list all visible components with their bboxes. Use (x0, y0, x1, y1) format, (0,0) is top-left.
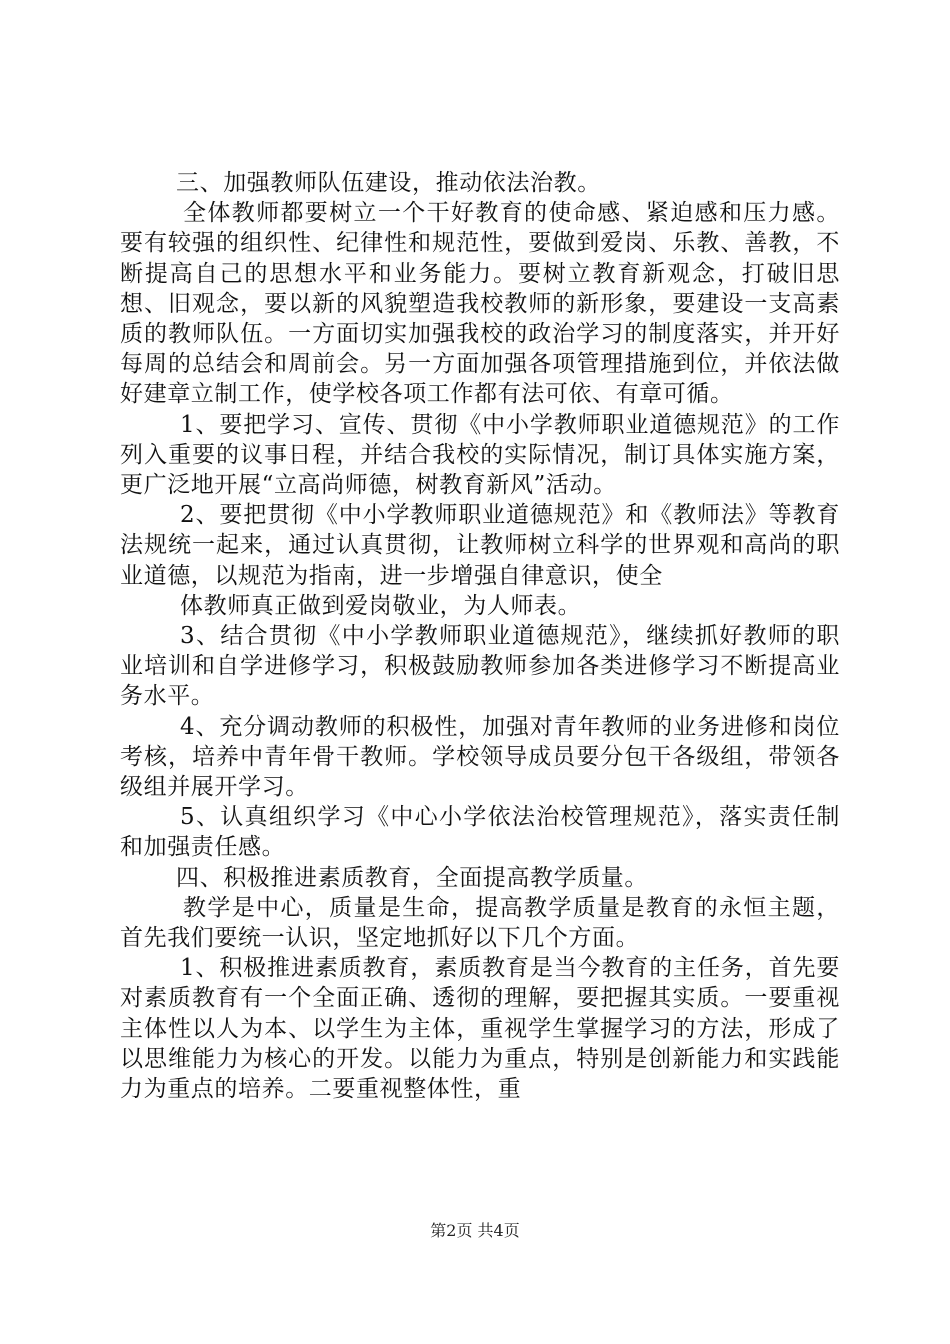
list-item: 1、要把学习、宣传、贯彻《中小学教师职业道德规范》的工作列入重要的议事日程，并结合我校的实际情况，制订具体实施方案，更广泛地开展“立高尚师德，树教育新风”活动。 (120, 411, 840, 499)
paragraph: 全体教师都要树立一个干好教育的使命感、紧迫感和压力感。要有较强的组织性、纪律性和规范性，要做到爱岗、乐教、善教，不断提高自己的思想水平和业务能力。要树立教育新观念，打破旧思想、旧观念，要以新的风貌塑造我校教师的新形象，要建设一支高素质的教师队伍。一方面切实加强我校的政治学习的制度落实，并开好每周的总结会和周前会。另一方面加强各项管理措施到位，并依法做好建章立制工作，使学校各项工作都有法可依、有章可循。 (120, 200, 840, 408)
list-item: 3、结合贯彻《中小学教师职业道德规范》，继续抓好教师的职业培训和自学进修学习，积极鼓励教师参加各类进修学习不断提高业务水平。 (120, 623, 840, 710)
list-item: 2、要把贯彻《中小学教师职业道德规范》和《教师法》等教育法规统一起来，通过认真贯彻，让教师树立科学的世界观和高尚的职业道德，以规范为指南，进一步增强自律意识，使全 (120, 502, 840, 589)
list-item: 4、充分调动教师的积极性，加强对青年教师的业务进修和岗位考核，培养中青年骨干教师。学校领导成员要分包干各级组，带领各级组并展开学习。 (120, 713, 840, 801)
paragraph-continuation: 体教师真正做到爱岗敬业，为人师表。 (180, 592, 582, 619)
list-item: 5、认真组织学习《中心小学依法治校管理规范》，落实责任制和加强责任感。 (120, 804, 840, 861)
list-item: 1、积极推进素质教育，素质教育是当今教育的主任务，首先要对素质教育有一个全面正确、透彻的理解，要把握其实质。一要重视主体性以人为本、以学生为主体，重视学生掌握学习的方法，形成了以思维能力为核心的开发。以能力为重点，特别是创新能力和实践能力为重点的培养。二要重视整体性，重 (120, 955, 840, 1103)
section-heading-3: 三、加强教师队伍建设，推动依法治教。 (176, 170, 601, 196)
paragraph: 教学是中心，质量是生命，提高教学质量是教育的永恒主题，首先我们要统一认识，坚定地抓好以下几个方面。 (120, 894, 840, 952)
document-body (120, 168, 840, 1104)
page-number-footer: 第2页 共4页 (430, 1221, 520, 1240)
section-heading-4: 四、积极推进素质教育，全面提高教学质量。 (176, 864, 648, 891)
